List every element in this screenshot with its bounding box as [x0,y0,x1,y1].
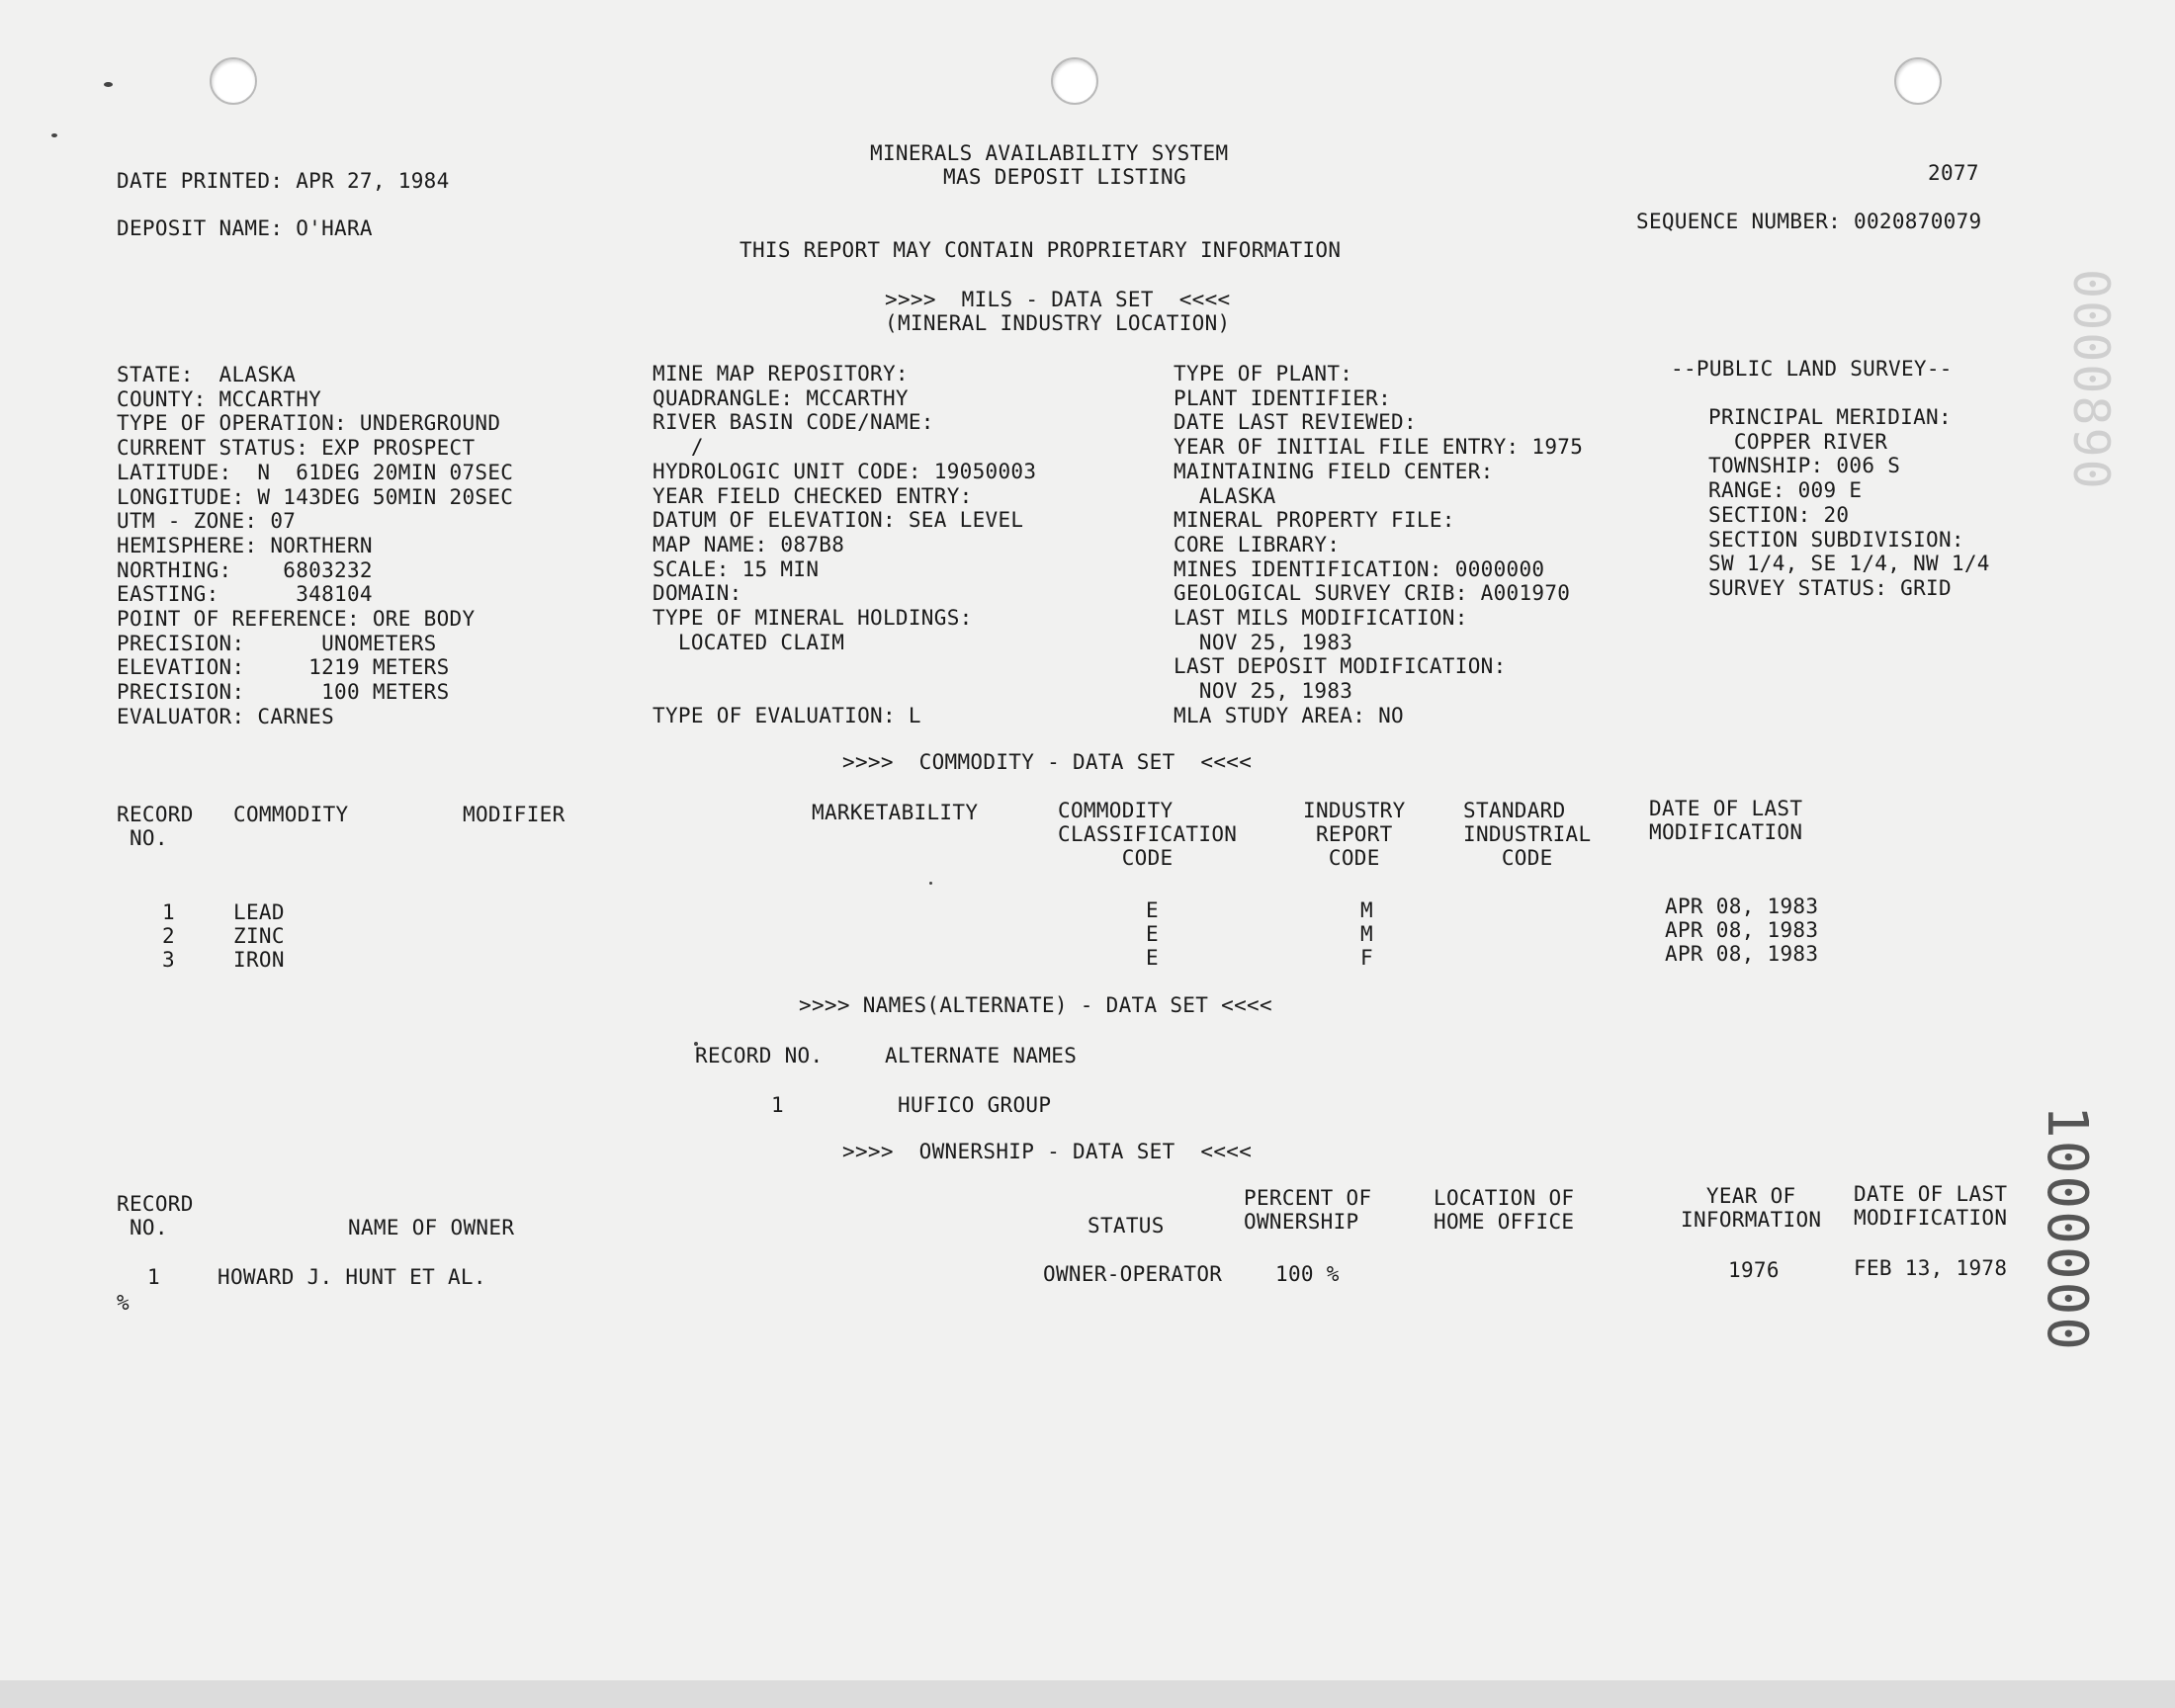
trailing-mark: % [117,1291,130,1315]
punch-hole-right [1894,57,1942,105]
field-line: DATUM OF ELEVATION: SEA LEVEL [652,508,1024,533]
commodity-col-marketability: MARKETABILITY [812,801,979,824]
field-line: HEMISPHERE: NORTHERN [117,533,373,557]
ownership-heading: >>>> OWNERSHIP - DATA SET <<<< [842,1140,1253,1163]
field-line: GEOLOGICAL SURVEY CRIB: A001970 [1174,581,1571,606]
field-line: MINES IDENTIFICATION: 0000000 [1174,556,1545,581]
field-line: DOMAIN: [652,581,742,606]
field-line: DATE LAST REVIEWED: [1174,410,1417,435]
modification-date: FEB 13, 1978 [1854,1256,2008,1280]
field-line: SW 1/4, SE 1/4, NW 1/4 [1708,552,1990,576]
field-line: QUADRANGLE: MCCARTHY [652,385,909,410]
field-line: ELEVATION: 1219 METERS [117,655,450,680]
field-line: POINT OF REFERENCE: ORE BODY [117,607,476,631]
dark-stamp-number: 1000000 [2035,1105,2099,1353]
field-line: EASTING: 348104 [117,582,373,607]
owner-name: HOWARD J. HUNT ET AL. [218,1265,486,1289]
ownership-col-status: STATUS [1088,1214,1165,1238]
field-line: MINE MAP REPOSITORY: [652,362,909,385]
field-line: CURRENT STATUS: EXP PROSPECT [117,436,476,461]
classification-code: E [1146,946,1159,970]
ownership-col-owner: NAME OF OWNER [348,1216,515,1239]
sequence-number: SEQUENCE NUMBER: 0020870079 [1636,210,1982,233]
field-line: HYDROLOGIC UNIT CODE: 19050003 [652,459,1037,483]
commodity-col-record: RECORD NO. [117,803,194,850]
mils-subheading: (MINERAL INDUSTRY LOCATION) [885,311,1231,335]
modification-date: APR 08, 1983 [1665,918,1819,942]
field-line: PRECISION: UNOMETERS [117,631,437,655]
field-line: YEAR OF INITIAL FILE ENTRY: 1975 [1174,435,1584,460]
deposit-name: DEPOSIT NAME: O'HARA [117,216,373,240]
record-no: 3 [162,948,175,972]
field-line: LAST MILS MODIFICATION: [1174,606,1468,630]
industry-code: M [1360,922,1373,946]
commodity-col-sic: STANDARD INDUSTRIAL CODE [1463,799,1592,870]
field-line: RANGE: 009 E [1708,478,1863,503]
classification-code: E [1146,898,1159,922]
commodity-name: ZINC [233,924,285,948]
field-line: MAP NAME: 087B8 [652,532,845,556]
field-line: TOWNSHIP: 006 S [1708,454,1901,478]
commodity-name: IRON [233,948,285,972]
field-line: UTM - ZONE: 07 [117,509,297,534]
speck-mark [51,133,57,137]
commodity-col-modifier: MODIFIER [463,803,566,826]
modification-date: APR 08, 1983 [1665,895,1819,918]
industry-code: F [1360,946,1373,970]
faint-stamp-number: 0000890 [2062,269,2120,491]
commodity-col-industry: INDUSTRY REPORT CODE [1303,799,1406,870]
punch-hole-left [210,57,257,105]
field-line: SECTION SUBDIVISION: [1708,527,1964,552]
record-no: 2 [162,924,175,948]
field-line: CORE LIBRARY: [1174,532,1341,556]
record-no: 1 [771,1093,784,1117]
field-line: EVALUATOR: CARNES [117,704,335,728]
names-heading: >>>> NAMES(ALTERNATE) - DATA SET <<<< [799,993,1272,1017]
field-line: PRECISION: 100 METERS [117,680,450,705]
field-line: MINERAL PROPERTY FILE: [1174,508,1455,533]
speck-mark [929,882,932,885]
names-col-names: ALTERNATE NAMES [885,1044,1078,1068]
field-line: TYPE OF OPERATION: UNDERGROUND [117,411,501,436]
mils-heading: >>>> MILS - DATA SET <<<< [885,288,1231,311]
field-line: NOV 25, 1983 [1174,679,1353,704]
ownership-col-record: RECORD NO. [117,1192,194,1239]
field-line: LAST DEPOSIT MODIFICATION: [1174,654,1507,679]
field-line: SURVEY STATUS: GRID [1708,575,1952,600]
field-line: / [652,435,704,460]
ownership-col-year: YEAR OF INFORMATION [1681,1184,1822,1232]
field-line: TYPE OF PLANT: [1174,362,1353,385]
commodity-name: LEAD [233,900,285,924]
field-line: COUNTY: MCCARTHY [117,386,322,411]
ownership-col-location: LOCATION OF HOME OFFICE [1434,1186,1575,1234]
field-line: LONGITUDE: W 143DEG 50MIN 20SEC [117,484,514,509]
commodity-heading: >>>> COMMODITY - DATA SET <<<< [842,750,1253,774]
modification-date: APR 08, 1983 [1665,942,1819,966]
record-no: 1 [147,1265,160,1289]
field-line: MAINTAINING FIELD CENTER: [1174,459,1494,483]
ownership-col-percent: PERCENT OF OWNERSHIP [1244,1186,1372,1234]
field-line: SECTION: 20 [1708,502,1850,527]
field-line: STATE: ALASKA [117,363,297,386]
names-col-record: RECORD NO. [695,1044,824,1068]
punch-hole-center [1051,57,1098,105]
type-of-evaluation: TYPE OF EVALUATION: L [652,704,921,727]
alternate-name: HUFICO GROUP [898,1093,1052,1117]
owner-status: OWNER-OPERATOR [1043,1262,1223,1286]
listing-title: MAS DEPOSIT LISTING [943,165,1186,189]
ownership-percent: 100 % [1275,1262,1340,1286]
field-line: RIVER BASIN CODE/NAME: [652,410,934,435]
field-line: LOCATED CLAIM [652,630,845,654]
commodity-col-commodity: COMMODITY [233,803,349,826]
field-line: NORTHING: 6803232 [117,557,373,582]
record-no: 1 [162,900,175,924]
information-year: 1976 [1728,1258,1780,1282]
field-line: PRINCIPAL MERIDIAN: [1708,405,1952,429]
ownership-col-date: DATE OF LAST MODIFICATION [1854,1182,2008,1230]
field-line: COPPER RIVER [1708,429,1888,454]
commodity-col-date: DATE OF LAST MODIFICATION [1649,797,1803,844]
field-line: MLA STUDY AREA: NO [1174,703,1404,727]
public-land-survey-heading: --PUBLIC LAND SURVEY-- [1671,357,1953,381]
page-number: 2077 [1928,161,1979,185]
commodity-col-classification: COMMODITY CLASSIFICATION CODE [1058,799,1238,870]
scan-bottom-edge [0,1680,2175,1708]
field-line: LATITUDE: N 61DEG 20MIN 07SEC [117,460,514,484]
field-line: ALASKA [1174,483,1276,508]
field-line: TYPE OF MINERAL HOLDINGS: [652,606,973,630]
classification-code: E [1146,922,1159,946]
field-line: YEAR FIELD CHECKED ENTRY: [652,483,973,508]
industry-code: M [1360,898,1373,922]
date-printed: DATE PRINTED: APR 27, 1984 [117,169,450,193]
speck-mark [104,82,113,87]
system-title: MINERALS AVAILABILITY SYSTEM [870,141,1229,165]
field-line: SCALE: 15 MIN [652,556,820,581]
field-line: PLANT IDENTIFIER: [1174,385,1392,410]
proprietary-notice: THIS REPORT MAY CONTAIN PROPRIETARY INFORMATION [740,238,1342,262]
field-line: NOV 25, 1983 [1174,630,1353,654]
